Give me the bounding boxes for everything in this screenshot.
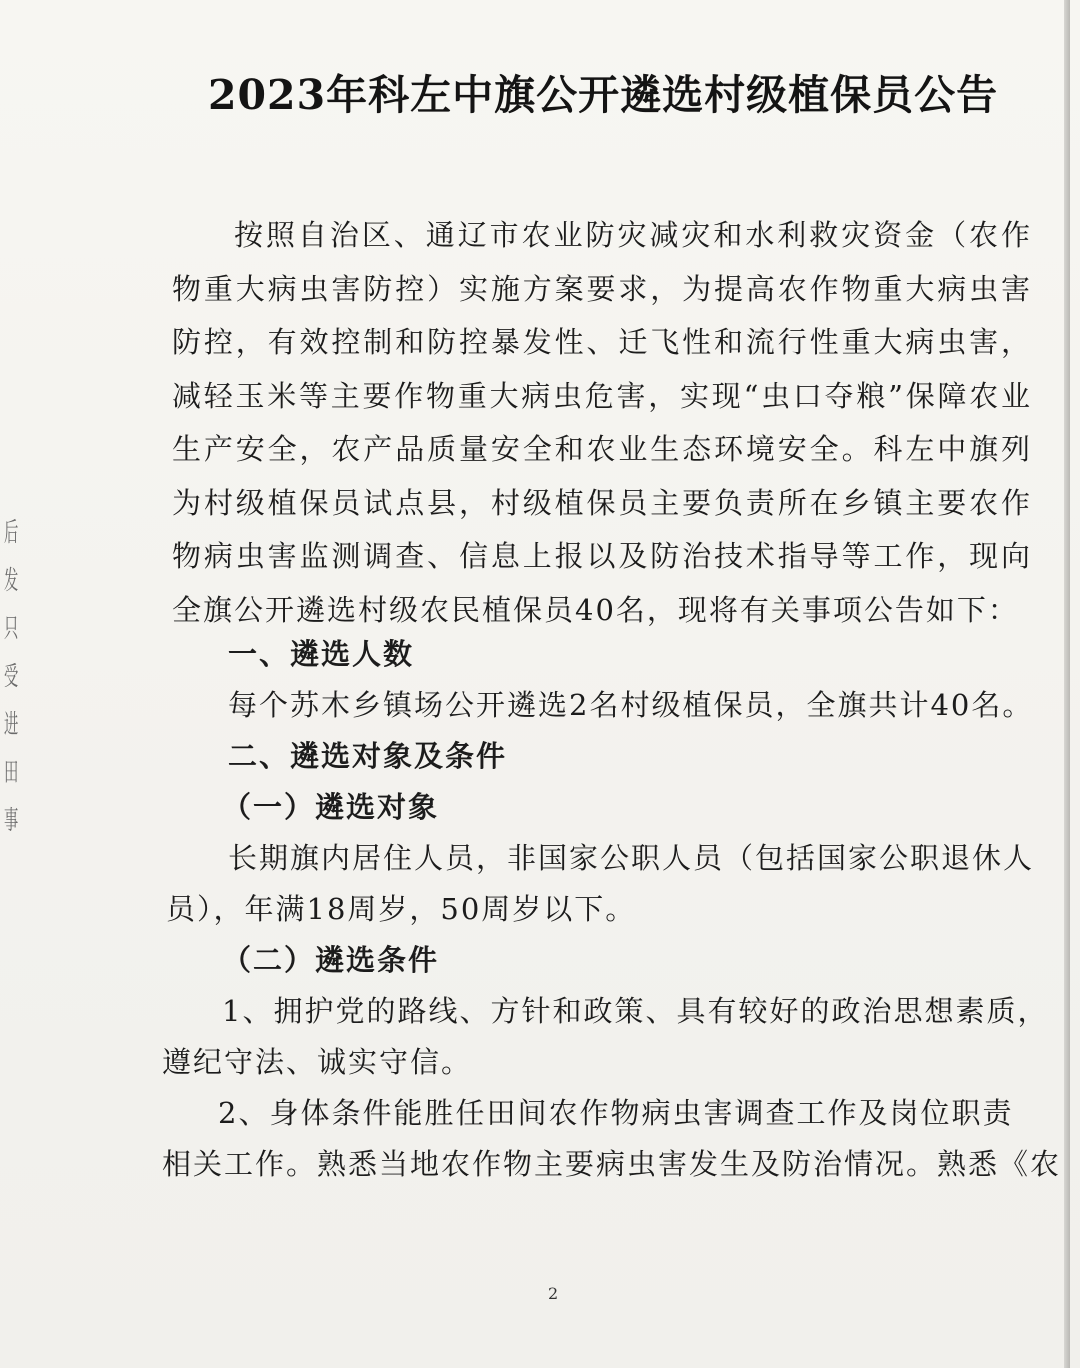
condition2-line2: 相关工作。熟悉当地农作物主要病虫害发生及防治情况。熟悉《农 xyxy=(162,1147,1062,1181)
bleed-char: 田 xyxy=(4,758,19,788)
subsection1-heading: （一）遴选对象 xyxy=(222,790,440,824)
bleed-char: 受 xyxy=(4,662,19,692)
condition1-line2: 遵纪守法、诚实守信。 xyxy=(162,1045,473,1079)
document-title: 2023年科左中旗公开遴选村级植保员公告 xyxy=(208,71,999,119)
section1-text: 每个苏木乡镇场公开遴选2名村级植保员，全旗共计40名。 xyxy=(228,688,1034,722)
bleed-char: 事 xyxy=(4,806,19,836)
page-edge xyxy=(1064,0,1070,1368)
bleed-char: 发 xyxy=(4,566,19,596)
bleed-char: 只 xyxy=(4,614,19,644)
section1-heading: 一、遴选人数 xyxy=(228,637,415,671)
intro-paragraph: 按照自治区、通辽市农业防灾减灾和水利救灾资金（农作物重大病虫害防控）实施方案要求，为提高农作物重大病虫害防控，有效控制和防控暴发性、迁飞性和流行性重大病虫害，减轻玉米等主要作物重大病虫危害，实现“虫口夺粮”保障农业生产安全，农产品质量安全和农业生态环境安全。科左中旗列为村级植保员试点县，村级植保员主要负责所在乡镇主要农作物病虫害监测调查、信息上报以及防治技术指导等工作，现向全旗公开遴选村级农民植保员40名，现将有关事项公告如下： xyxy=(172,218,1032,627)
condition2-line1: 2、身体条件能胜任田间农作物病虫害调查工作及岗位职责 xyxy=(218,1096,1014,1130)
bleed-char: 后 xyxy=(4,518,19,548)
subsection2-heading: （二）遴选条件 xyxy=(222,943,440,977)
section2-heading: 二、遴选对象及条件 xyxy=(228,739,508,773)
subsection1-line1: 长期旗内居住人员，非国家公职人员（包括国家公职退休人 xyxy=(228,841,1035,875)
page-number: 2 xyxy=(548,1284,559,1303)
bleed-char: 进 xyxy=(4,710,19,740)
margin-bleed-text xyxy=(4,520,28,834)
subsection1-line2: 员），年满18周岁，50周岁以下。 xyxy=(166,892,637,926)
condition1-line1: 1、拥护党的路线、方针和政策、具有较好的政治思想素质， xyxy=(222,994,1049,1028)
